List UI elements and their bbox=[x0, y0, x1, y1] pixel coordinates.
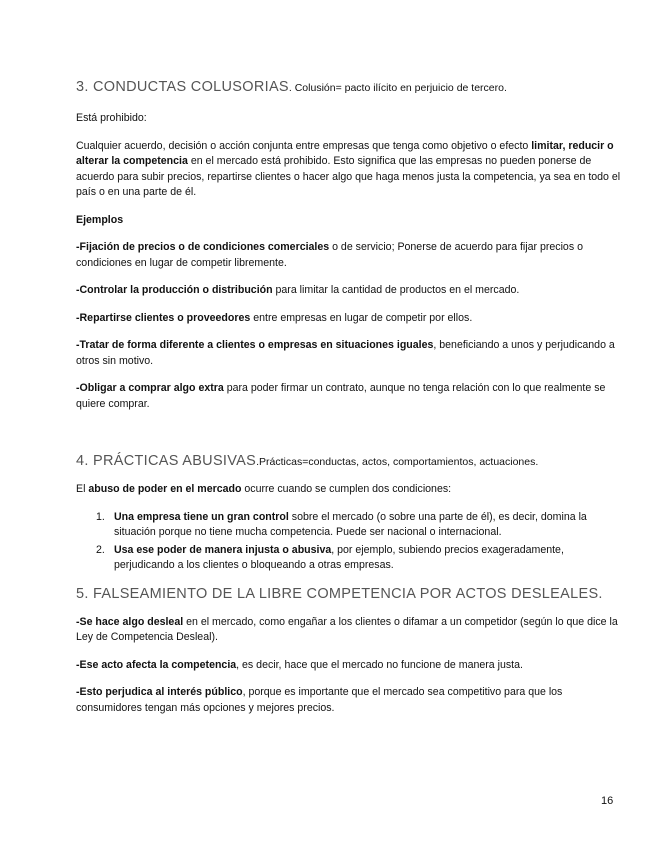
section-4-title: 4. PRÁCTICAS ABUSIVAS bbox=[76, 453, 257, 469]
section-3-body: Cualquier acuerdo, decisión o acción conjunta entre empresas que tenga como objetivo o efecto limitar, reducir o alterar la competencia en el mercado está prohibido. Esto significa que las empresas no pueden ponerse de acuerdo para subir precios, repartirse clientes o hacer algo que haga menos justa la competencia, ya sea en todo el país o en una parte de él. bbox=[76, 139, 621, 198]
example-item: -Tratar de forma diferente a clientes o empresas en situaciones iguales, beneficiando a unos y perjudicando a otros sin motivo. bbox=[76, 339, 615, 367]
section-5-item: -Esto perjudica al interés público, porque es importante que el mercado sea competitivo para que los consumidores tengan más opciones y mejores precios. bbox=[76, 686, 563, 714]
conditions-list bbox=[76, 510, 621, 574]
section-4-heading bbox=[76, 452, 621, 471]
example-item: -Controlar la producción o distribución para limitar la cantidad de productos en el mercado. bbox=[76, 284, 520, 296]
list-item: 2. Usa ese poder de manera injusta o abusiva, por ejemplo, subiendo precios exageradamente, perjudicando a los clientes o bloqueando a otras empresas. bbox=[96, 543, 564, 571]
page-content bbox=[76, 78, 621, 716]
list-item: 1. Una empresa tiene un gran control sobre el mercado (o sobre una parte de él), es decir, domina la situación porque no tiene mucha competencia. Puede ser nacional o internacional. bbox=[96, 510, 587, 538]
examples-title: Ejemplos bbox=[76, 213, 124, 226]
section-5-heading bbox=[76, 585, 621, 603]
section-5-title: 5. FALSEAMIENTO DE LA LIBRE COMPETENCIA POR ACTOS DESLEALES. bbox=[76, 585, 603, 602]
page-number: 16 bbox=[601, 795, 614, 807]
section-3-intro: Está prohibido: bbox=[76, 112, 147, 124]
section-3-title: 3. CONDUCTAS COLUSORIAS bbox=[76, 79, 289, 95]
section-4-intro: El abuso de poder en el mercado ocurre cuando se cumplen dos condiciones: bbox=[76, 483, 452, 495]
section-3-note: . Colusión= pacto ilícito en perjuicio de tercero. bbox=[288, 82, 507, 94]
section-3-heading bbox=[76, 78, 621, 97]
example-item: -Fijación de precios o de condiciones comerciales o de servicio; Ponerse de acuerdo para fijar precios o condiciones en lugar de competir libremente. bbox=[76, 241, 583, 269]
section-5-item: -Ese acto afecta la competencia, es decir, hace que el mercado no funcione de manera justa. bbox=[76, 658, 523, 671]
section-5-item: -Se hace algo desleal en el mercado, como engañar a los clientes o difamar a un competidor (según lo que dice la Ley de Competencia Desleal). bbox=[76, 615, 618, 643]
example-item: -Repartirse clientes o proveedores entre empresas en lugar de competir por ellos. bbox=[76, 311, 473, 324]
example-item: -Obligar a comprar algo extra para poder firmar un contrato, aunque no tenga relación con lo que realmente se quiere comprar. bbox=[76, 382, 606, 410]
section-4-note: .Prácticas=conductas, actos, comportamientos, actuaciones. bbox=[256, 456, 539, 468]
